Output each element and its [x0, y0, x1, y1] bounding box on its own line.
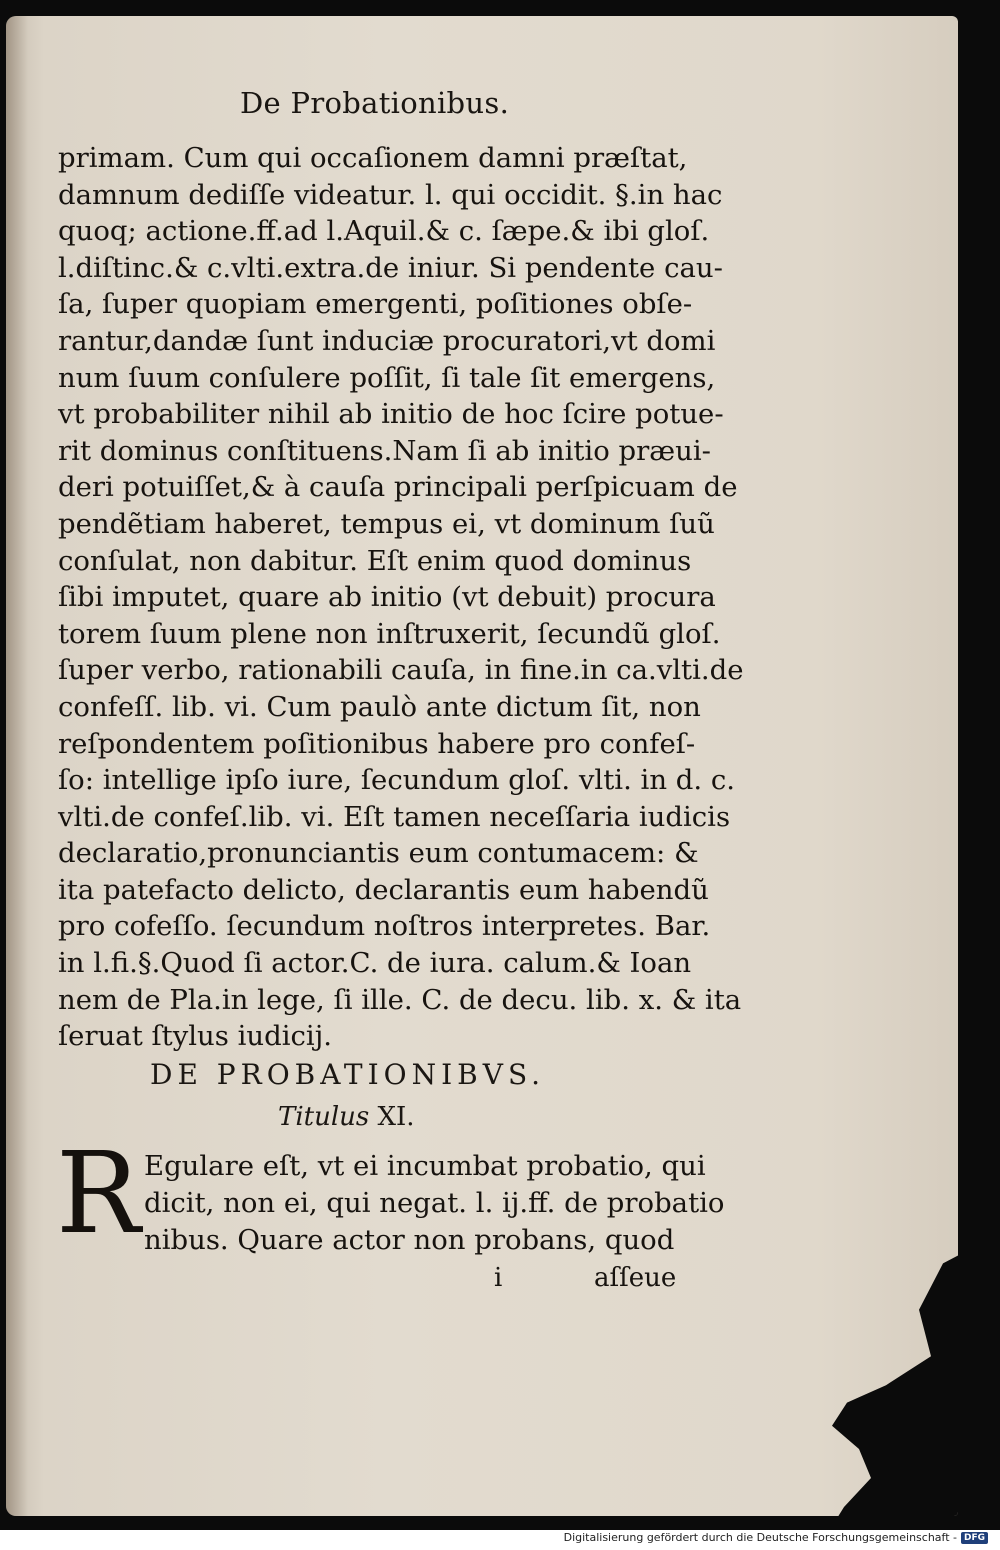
text-line: nibus. Quare actor non probans, quod — [144, 1224, 675, 1256]
text-line: conſulat, non dabitur. Eſt enim quod dominus — [58, 544, 692, 577]
text-line: ita patefacto delicto, declarantis eum habendũ — [58, 873, 709, 906]
dfg-logo-icon: DFG — [961, 1532, 988, 1544]
section-sub-number: XI. — [377, 1102, 415, 1132]
text-line: declaratio,pronunciantis eum contumacem: & — [58, 837, 699, 870]
text-line: ſeruat ſtylus iudicij. — [58, 1020, 332, 1053]
text-line: reſpondentem poſitionibus habere pro confeſ- — [58, 727, 696, 760]
section-sub-label: Titulus — [278, 1102, 370, 1132]
section-heading: DE PROBATIONIBVS. — [150, 1058, 546, 1091]
running-head: De Probationibus. — [240, 86, 510, 120]
text-line: pro cofeſſo. ſecundum noſtros interpretes. Bar. — [58, 910, 711, 943]
text-line: confeſſ. lib. vi. Cum paulò ante dictum ſit, non — [58, 690, 701, 723]
text-line: rit dominus conſtituens.Nam ſi ab initio præui- — [58, 434, 711, 467]
text-line: quoq; actione.ff.ad l.Aquil.& c. ſæpe.& ibi gloſ. — [58, 215, 710, 248]
text-line: ſuper verbo, rationabili cauſa, in fine.in ca.vlti.de — [58, 654, 744, 687]
section-text — [144, 1148, 725, 1259]
text-line: num ſuum conſulere poſſit, ſi tale ſit emergens, — [58, 361, 716, 394]
text-line: in l.fi.§.Quod ſi actor.C. de iura. calum.& Ioan — [58, 947, 692, 980]
text-line: vt probabiliter nihil ab initio de hoc ſcire potue- — [58, 398, 724, 431]
catchword: aſſeue — [594, 1263, 677, 1293]
text-line: primam. Cum qui occaſionem damni præſtat, — [58, 142, 688, 174]
text-line: torem ſuum plene non inſtruxerit, ſecundũ gloſ. — [58, 617, 721, 650]
page-damage — [826, 1246, 958, 1516]
text-line: ſa, ſuper quopiam emergenti, poſitiones obſe- — [58, 288, 693, 321]
text-line: damnum dediſſe videatur. l. qui occidit. §.in hac — [58, 178, 723, 211]
text-line: dicit, non ei, qui negat. l. ij.ff. de probatio — [144, 1187, 725, 1219]
text-line: ſo: intellige ipſo iure, ſecundum gloſ. vlti. in d. c. — [58, 764, 736, 797]
section-subheading — [278, 1102, 415, 1132]
text-line: ſibi imputet, quare ab initio (vt debuit) procura — [58, 581, 716, 614]
signature-mark: i — [494, 1263, 503, 1293]
text-line: rantur,dandæ ſunt induciæ procuratori,vt domi — [58, 324, 716, 357]
drop-cap: R — [56, 1129, 141, 1259]
digitization-footer — [564, 1531, 988, 1544]
footer-text: Digitalisierung gefördert durch die Deutsche Forschungsgemeinschaft - — [563, 1531, 957, 1544]
text-line: deri potuiſſet,& à cauſa principali perſpicuam de — [58, 471, 738, 504]
text-line: pendẽtiam haberet, tempus ei, vt dominum ſuũ — [58, 507, 715, 540]
text-line: nem de Pla.in lege, ſi ille. C. de decu. lib. x. & ita — [58, 983, 742, 1016]
text-line: l.diſtinc.& c.vlti.extra.de iniur. Si pendente cau- — [58, 251, 723, 284]
text-line: vlti.de confeſ.lib. vi. Eſt tamen neceſſaria iudicis — [58, 800, 731, 833]
gutter-shadow — [6, 16, 28, 1516]
text-line: Egulare eſt, vt ei incumbat probatio, qui — [144, 1150, 706, 1182]
body-text — [58, 140, 744, 1055]
